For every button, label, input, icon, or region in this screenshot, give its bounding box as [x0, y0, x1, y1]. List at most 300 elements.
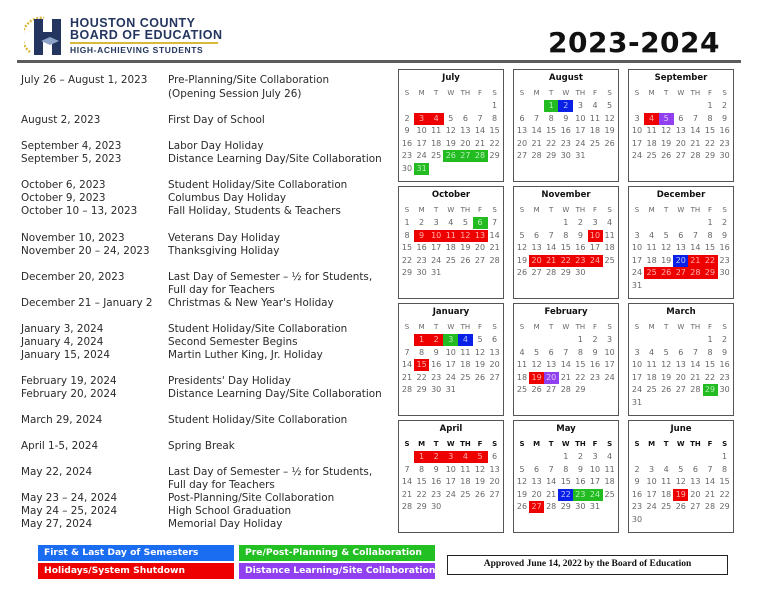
event-date: May 27, 2024: [21, 518, 93, 530]
weekday-header: TH: [690, 206, 701, 214]
event-description: First Day of School: [168, 114, 265, 126]
weekday-header: T: [664, 89, 669, 97]
calendar-day: 27: [458, 150, 473, 162]
calendar-day: 6: [492, 335, 498, 344]
calendar-day: 11: [646, 360, 657, 370]
weekday-header: TH: [460, 89, 471, 97]
calendar-day: 15: [416, 477, 427, 487]
event-description: Student Holiday/Site Collaboration: [168, 414, 348, 426]
calendar-day: 26: [443, 150, 458, 162]
event-description: Memorial Day Holiday: [168, 518, 283, 530]
calendar-day: 5: [448, 113, 454, 123]
calendar-day: 21: [690, 372, 701, 382]
event-description: (Opening Session July 26): [168, 88, 302, 100]
calendar-day: 10: [631, 243, 643, 253]
calendar-day: 2: [634, 464, 640, 474]
calendar-day: 26: [661, 151, 672, 161]
calendar-day: 16: [401, 138, 413, 148]
calendar-day: 19: [661, 138, 672, 148]
weekday-header: S: [607, 440, 613, 448]
calendar-day: 19: [445, 138, 456, 148]
calendar-day: 25: [516, 385, 528, 395]
calendar-day: 11: [443, 230, 458, 242]
weekday-header: M: [533, 440, 541, 448]
weekday-header: T: [434, 206, 439, 214]
calendar-day: 3: [634, 230, 640, 240]
weekday-header: W: [446, 440, 455, 448]
event-date: January 4, 2024: [21, 336, 104, 348]
calendar-day: 1: [707, 101, 713, 110]
calendar-day: 19: [673, 489, 688, 501]
calendar-day: 22: [703, 255, 718, 267]
calendar-day: 9: [634, 477, 640, 487]
calendar-day: 30: [416, 268, 427, 278]
month-june: [628, 420, 734, 533]
event-description: Labor Day Holiday: [168, 140, 264, 152]
calendar-day: 11: [431, 126, 442, 136]
weekday-header: S: [722, 323, 727, 331]
calendar-day: 22: [719, 489, 730, 499]
calendar-day: 14: [690, 126, 701, 136]
calendar-day: 22: [546, 138, 557, 148]
calendar-day: 19: [661, 372, 672, 382]
calendar-day: 23: [589, 372, 601, 382]
calendar-day: 4: [458, 451, 473, 463]
event-date: December 21 – January 2: [21, 297, 153, 309]
month-title: February: [544, 307, 588, 317]
calendar-day: 29: [703, 267, 718, 279]
calendar-day: 23: [416, 255, 427, 265]
month-title: August: [549, 73, 583, 83]
calendar-day: 13: [531, 477, 542, 487]
calendar-day: 21: [704, 489, 716, 499]
calendar-day: 17: [631, 255, 643, 265]
logo-divider: [70, 42, 218, 44]
calendar-day: 11: [516, 360, 528, 370]
weekday-header: S: [492, 323, 497, 331]
weekday-header: F: [477, 440, 483, 448]
header-divider: [17, 60, 741, 63]
calendar-day: 14: [531, 126, 542, 136]
calendar-day: 2: [577, 218, 583, 227]
calendar-day: 17: [631, 138, 643, 148]
calendar-day: 4: [644, 113, 659, 125]
calendar-day: 2: [419, 218, 425, 227]
month-title: May: [556, 424, 576, 434]
weekday-header: S: [634, 440, 640, 448]
calendar-day: 25: [604, 489, 615, 499]
calendar-day: 1: [707, 335, 713, 344]
calendar-day: 10: [588, 230, 603, 242]
logo-line-1: HOUSTON COUNTY: [70, 16, 196, 30]
calendar-day: 13: [460, 126, 471, 136]
calendar-day: 24: [575, 138, 586, 148]
calendar-day: 30: [719, 151, 730, 161]
event-row: [21, 466, 391, 479]
event-row: [21, 479, 391, 492]
calendar-day: 7: [548, 230, 554, 240]
event-description: Last Day of Semester – ½ for Students,: [168, 466, 373, 478]
calendar-day: 18: [516, 372, 528, 382]
calendar-day: 26: [516, 502, 528, 512]
event-description: Distance Learning Day/Site Collaboration: [168, 388, 382, 400]
weekday-header: TH: [575, 206, 586, 214]
calendar-day: 21: [489, 243, 500, 253]
calendar-day: 27: [675, 151, 686, 161]
event-date: February 19, 2024: [21, 375, 117, 387]
calendar-day: 22: [489, 138, 500, 148]
weekday-header: S: [722, 206, 727, 214]
weekday-header: M: [648, 323, 655, 331]
weekday-header: TH: [460, 440, 471, 448]
calendar-day: 3: [607, 335, 613, 344]
event-description: Spring Break: [168, 440, 235, 452]
weekday-header: T: [549, 89, 554, 97]
calendar-day: 27: [489, 372, 500, 382]
weekday-header: T: [663, 440, 669, 448]
calendar-day: 17: [416, 138, 427, 148]
event-description: Student Holiday/Site Collaboration: [168, 179, 348, 191]
calendar-day: 25: [460, 489, 471, 499]
calendar-day: 7: [404, 347, 410, 357]
calendar-day: 6: [678, 113, 684, 123]
calendar-day: 8: [563, 464, 569, 474]
calendar-day: 25: [646, 385, 657, 395]
event-row: [21, 245, 391, 258]
calendar-day: 15: [401, 243, 413, 253]
legend-item: Pre/Post-Planning & Collaboration: [239, 545, 435, 561]
calendar-day: 10: [445, 347, 456, 357]
event-description: Post-Planning/Site Collaboration: [168, 492, 335, 504]
calendar-day: 26: [661, 385, 672, 395]
calendar-day: 3: [443, 334, 458, 346]
calendar-day: 15: [704, 360, 716, 370]
month-title: January: [432, 307, 470, 317]
calendar-day: 1: [492, 101, 498, 110]
calendar-day: 7: [404, 464, 410, 474]
weekday-header: W: [447, 323, 455, 331]
calendar-day: 12: [661, 243, 672, 253]
calendar-day: 30: [719, 268, 730, 278]
weekday-header: S: [404, 440, 410, 448]
month-april: [398, 420, 504, 533]
calendar-day: 10: [575, 113, 586, 123]
weekday-header: W: [447, 89, 455, 97]
weekday-header: M: [533, 206, 540, 214]
calendar-day: 24: [604, 372, 615, 382]
calendar-day: 30: [401, 164, 413, 173]
calendar-day: 12: [675, 477, 686, 487]
calendar-day: 31: [631, 398, 643, 407]
calendar-day: 29: [719, 502, 730, 512]
calendar-day: 29: [401, 268, 413, 278]
calendar-day: 23: [573, 489, 588, 501]
calendar-day: 15: [575, 360, 586, 370]
calendar-day: 20: [529, 255, 544, 267]
calendar-day: 28: [401, 385, 413, 395]
weekday-header: M: [533, 89, 540, 97]
calendar-day: 9: [404, 126, 410, 136]
calendar-day: 2: [429, 334, 444, 346]
calendar-day: 24: [631, 385, 643, 395]
event-description: Student Holiday/Site Collaboration: [168, 323, 348, 335]
calendar-day: 9: [433, 347, 439, 357]
calendar-day: 12: [458, 230, 473, 242]
calendar-day: 11: [460, 347, 471, 357]
calendar-day: 12: [516, 477, 528, 487]
calendar-day: 8: [404, 230, 410, 240]
calendar-day: 14: [546, 477, 557, 487]
legend-item: First & Last Day of Semesters: [38, 545, 234, 561]
calendar-day: 30: [560, 151, 571, 161]
calendar-day: 8: [707, 113, 713, 123]
weekday-header: T: [434, 323, 439, 331]
calendar-day: 5: [534, 347, 540, 357]
calendar-day: 24: [416, 151, 427, 161]
calendar-day: 14: [401, 360, 413, 370]
weekday-header: T: [434, 89, 439, 97]
event-row: [21, 88, 391, 101]
calendar-day: 4: [458, 334, 473, 346]
month-title: December: [656, 190, 706, 200]
calendar-day: 1: [577, 335, 583, 344]
weekday-header: S: [404, 323, 410, 331]
calendar-day: 21: [560, 372, 571, 382]
weekday-header: W: [562, 206, 570, 214]
event-row: [21, 349, 391, 362]
calendar-day: 10: [604, 347, 615, 357]
calendar-day: 14: [401, 477, 413, 487]
weekday-header: F: [477, 89, 483, 97]
month-title: March: [666, 307, 696, 317]
event-date: October 6, 2023: [21, 179, 106, 191]
calendar-day: 1: [544, 100, 559, 112]
event-date: April 1-5, 2024: [21, 440, 99, 452]
calendar-day: 1: [722, 452, 728, 461]
weekday-header: W: [677, 323, 685, 331]
calendar-day: 24: [588, 255, 603, 267]
calendar-day: 22: [416, 372, 427, 382]
weekday-header: TH: [690, 440, 701, 448]
calendar-day: 30: [575, 268, 586, 278]
month-november: [513, 186, 619, 299]
weekday-header: T: [548, 440, 554, 448]
weekday-header: S: [634, 323, 640, 331]
calendar-day: 31: [631, 281, 643, 290]
calendar-day: 21: [474, 138, 486, 148]
calendar-day: 24: [646, 502, 657, 512]
calendar-day: 22: [401, 255, 413, 265]
calendar-day: 27: [690, 502, 701, 512]
event-description: Full day for Teachers: [168, 479, 275, 491]
weekday-header: F: [592, 89, 598, 97]
calendar-day: 10: [646, 477, 657, 487]
event-description: Second Semester Begins: [168, 336, 298, 348]
event-row: [21, 153, 391, 166]
calendar-day: 12: [531, 360, 542, 370]
calendar-day: 18: [445, 243, 456, 253]
weekday-header: M: [533, 323, 540, 331]
calendar-day: 7: [692, 347, 698, 357]
calendar-day: 23: [631, 502, 643, 512]
calendar-day: 3: [443, 451, 458, 463]
calendar-day: 8: [577, 347, 583, 357]
calendar-day: 10: [631, 126, 643, 136]
calendar-day: 31: [575, 151, 586, 161]
calendar-day: 20: [460, 138, 471, 148]
calendar-day: 26: [675, 502, 686, 512]
calendar-day: 25: [445, 255, 456, 265]
calendar-day: 12: [474, 464, 486, 474]
month-september: [628, 69, 734, 182]
calendar-day: 2: [429, 451, 444, 463]
month-title: April: [439, 424, 463, 434]
weekday-header: S: [519, 206, 525, 214]
calendar-day: 22: [416, 489, 427, 499]
weekday-header: S: [492, 206, 497, 214]
calendar-day: 26: [516, 268, 528, 278]
calendar-day: 5: [462, 218, 468, 227]
event-description: Full day for Teachers: [168, 284, 275, 296]
event-row: [21, 492, 391, 505]
calendar-day: 19: [661, 255, 672, 265]
event-description: Columbus Day Holiday: [168, 192, 286, 204]
calendar-day: 30: [575, 502, 586, 512]
calendar-day: 6: [492, 452, 498, 461]
calendar-day: 17: [445, 360, 456, 370]
calendar-day: 1: [563, 452, 569, 461]
calendar-day: 22: [704, 138, 716, 148]
weekday-header: S: [519, 440, 525, 448]
calendar-day: 13: [690, 477, 701, 487]
calendar-day: 14: [690, 360, 701, 370]
calendar-day: 6: [692, 464, 698, 474]
calendar-day: 2: [404, 113, 410, 123]
calendar-day: 5: [477, 335, 483, 344]
calendar-day: 31: [414, 163, 429, 175]
calendar-day: 9: [433, 464, 439, 474]
calendar-day: 10: [445, 464, 456, 474]
weekday-header: W: [677, 89, 685, 97]
calendar-day: 2: [558, 100, 573, 112]
calendar-day: 20: [474, 243, 486, 253]
month-title: October: [431, 190, 471, 200]
event-date: August 2, 2023: [21, 114, 101, 126]
event-row: [21, 297, 391, 310]
calendar-day: 7: [492, 218, 498, 227]
weekday-header: S: [607, 89, 612, 97]
calendar-day: 22: [558, 255, 573, 267]
calendar-day: 14: [546, 243, 557, 253]
calendar-day: 11: [604, 464, 615, 474]
calendar-day: 14: [690, 243, 701, 253]
calendar-day: 28: [690, 385, 701, 395]
calendar-day: 19: [460, 243, 471, 253]
calendar-day: 23: [573, 255, 588, 267]
month-title: June: [670, 424, 692, 434]
calendar-day: 21: [401, 489, 413, 499]
calendar-day: 29: [416, 502, 427, 512]
calendar-day: 23: [401, 151, 413, 161]
calendar-day: 19: [516, 489, 528, 499]
weekday-header: S: [404, 89, 410, 97]
month-january: [398, 303, 504, 416]
calendar-day: 15: [414, 359, 429, 371]
weekday-header: F: [707, 89, 713, 97]
calendar-day: 24: [445, 372, 456, 382]
calendar-day: 13: [489, 464, 500, 474]
calendar-day: 18: [646, 255, 657, 265]
calendar-day: 1: [404, 218, 410, 227]
calendar-day: 22: [558, 489, 573, 501]
calendar-day: 11: [460, 464, 471, 474]
calendar-day: 24: [588, 489, 603, 501]
calendar-day: 8: [419, 464, 425, 474]
calendar-day: 20: [673, 255, 688, 267]
calendar-day: 19: [529, 372, 544, 384]
calendar-day: 23: [560, 138, 571, 148]
weekday-header: T: [433, 440, 439, 448]
calendar-day: 23: [431, 489, 442, 499]
calendar-day: 7: [563, 347, 569, 357]
calendar-day: 17: [631, 372, 643, 382]
calendar-day: 28: [560, 385, 571, 395]
calendar-day: 28: [690, 151, 701, 161]
calendar-day: 27: [531, 268, 542, 278]
calendar-day: 5: [663, 230, 669, 240]
calendar-day: 13: [473, 230, 488, 242]
calendar-day: 16: [575, 477, 586, 487]
calendar-day: 25: [646, 151, 657, 161]
event-row: [21, 518, 391, 531]
event-description: Christmas & New Year's Holiday: [168, 297, 334, 309]
calendar-day: 12: [516, 243, 528, 253]
calendar-day: 4: [592, 101, 598, 110]
calendar-day: 11: [646, 243, 657, 253]
event-date: March 29, 2024: [21, 414, 103, 426]
calendar-day: 15: [560, 477, 571, 487]
event-date: May 22, 2024: [21, 466, 93, 478]
month-august: [513, 69, 619, 182]
calendar-day: 20: [489, 360, 500, 370]
event-row: [21, 179, 391, 192]
weekday-header: M: [648, 89, 655, 97]
month-march: [628, 303, 734, 416]
calendar-day: 5: [473, 451, 488, 463]
calendar-day: 13: [675, 360, 686, 370]
calendar-day: 5: [678, 464, 684, 474]
calendar-day: 2: [577, 452, 583, 461]
calendar-day: 16: [560, 126, 571, 136]
calendar-day: 18: [646, 372, 657, 382]
calendar-day: 15: [704, 243, 716, 253]
weekday-header: W: [676, 440, 685, 448]
event-row: [21, 192, 391, 205]
calendar-day: 6: [534, 230, 540, 240]
calendar-day: 10: [429, 230, 444, 242]
calendar-day: 5: [519, 230, 525, 240]
calendar-day: 11: [646, 126, 657, 136]
weekday-header: M: [418, 89, 425, 97]
event-row: [21, 414, 391, 427]
weekday-header: S: [519, 89, 525, 97]
calendar-day: 26: [604, 138, 615, 148]
calendar-day: 28: [531, 151, 542, 161]
calendar-day: 14: [474, 126, 486, 136]
calendar-day: 29: [560, 502, 571, 512]
calendar-day: 20: [516, 138, 528, 148]
weekday-header: T: [664, 206, 669, 214]
